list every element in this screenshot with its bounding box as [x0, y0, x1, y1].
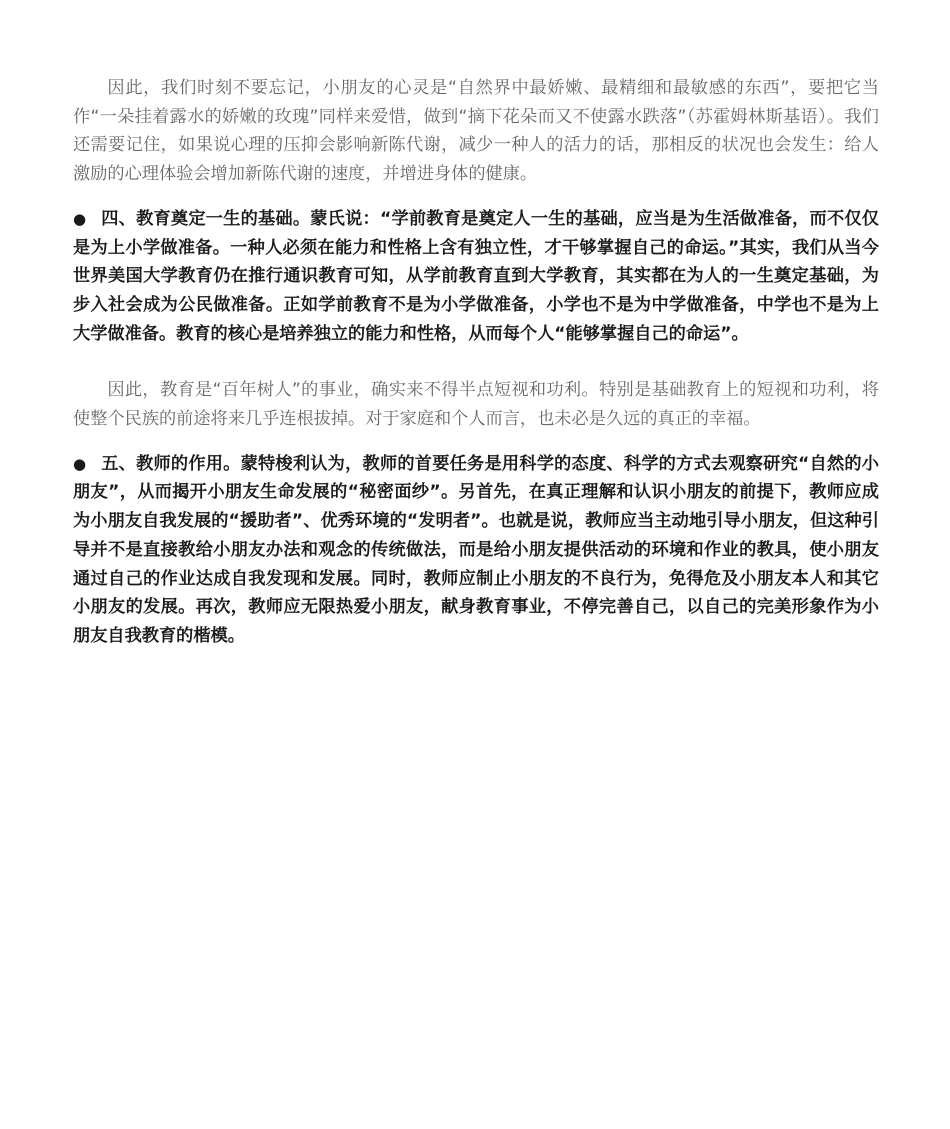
bullet-icon: ● [73, 454, 87, 473]
paragraph-2: 因此，教育是“百年树人”的事业，确实来不得半点短视和功利。特别是基础教育上的短视和功利，将使整个民族的前途将来几乎连根拔掉。对于家庭和个人而言，也未必是久远的真正的幸福。 [73, 380, 879, 430]
bullet-paragraph-1 [73, 205, 879, 349]
document-body [73, 74, 879, 651]
bullet-icon: ● [73, 209, 87, 228]
bullet-paragraph-2-text: 五、教师的作用。蒙特梭利认为，教师的首要任务是用科学的态度、科学的方式去观察研究“自然的小朋友”，从而揭开小朋友生命发展的“秘密面纱”。另首先，在真正理解和认识小朋友的前提下，教师应成为小朋友自我发展的“援助者”、优秀环境的“发明者”。也就是说，教师应当主动地引导小朋友，但这种引导并不是直接教给小朋友办法和观念的传统做法，而是给小朋友提供活动的环境和作业的教具，使小朋友通过自己的作业达成自我发现和发展。同时，教师应制止小朋友的不良行为，免得危及小朋友本人和其它小朋友的发展。再次，教师应无限热爱小朋友，献身教育事业，不停完善自己，以自己的完美形象作为小朋友自我教育的楷模。 [73, 453, 879, 646]
paragraph-1: 因此，我们时刻不要忘记，小朋友的心灵是“自然界中最娇嫩、最精细和最敏感的东西”，要把它当作“一朵挂着露水的娇嫩的玫瑰”同样来爱惜，做到“摘下花朵而又不使露水跌落”（苏霍姆林斯基语）。我们还需要记住，如果说心理的压抑会影响新陈代谢，减少一种人的活力的话，那相反的状况也会发生：给人激励的心理体验会增加新陈代谢的速度，并增进身体的健康。 [73, 78, 879, 185]
bullet-paragraph-1-text: 四、教育奠定一生的基础。蒙氏说：“学前教育是奠定人一生的基础，应当是为生活做准备，而不仅仅是为上小学做准备。一种人必须在能力和性格上含有独立性，才干够掌握自己的命运。”其实，我们从当今世界美国大学教育仍在推行通识教育可知，从学前教育直到大学教育，其实都在为人的一生奠定基础，为步入社会成为公民做准备。正如学前教育不是为小学做准备，小学也不是为中学做准备，中学也不是为上大学做准备。教育的核心是培养独立的能力和性格，从而每个人“能够掌握自己的命运”。 [73, 208, 879, 344]
bullet-paragraph-2 [73, 450, 879, 651]
